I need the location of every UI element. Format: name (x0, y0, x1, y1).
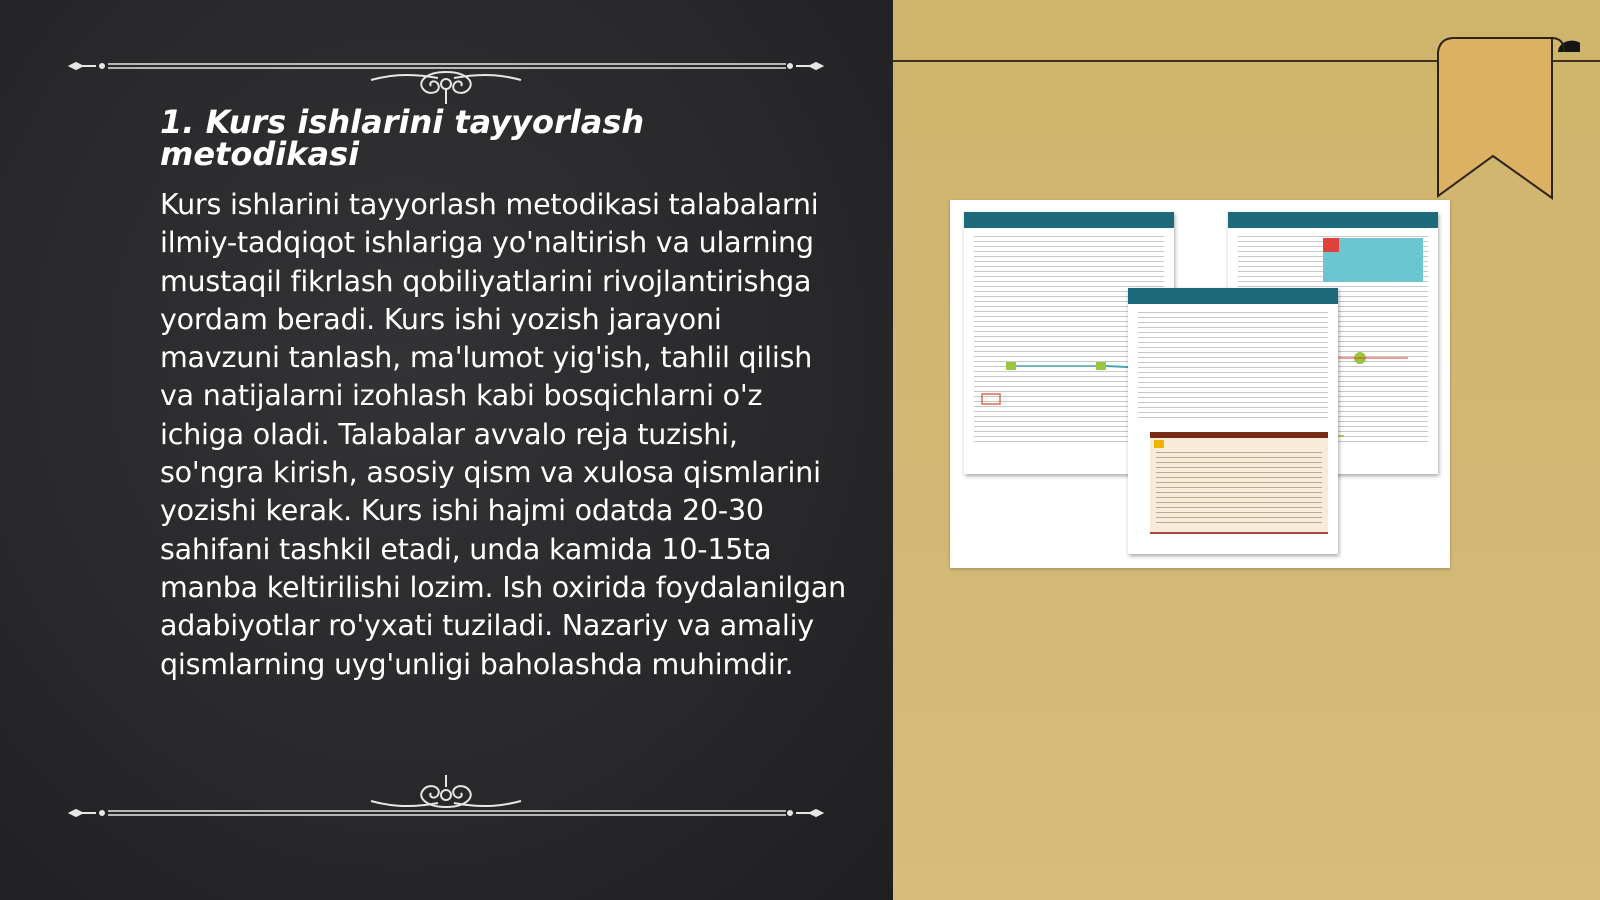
info-table-icon (1323, 238, 1423, 282)
callout-icon (1154, 440, 1164, 448)
page-text-lines (1138, 312, 1328, 422)
callout-text-lines (1156, 452, 1322, 524)
top-scroll-divider-icon (66, 58, 826, 108)
page-header-bar (1228, 212, 1438, 228)
booklet-page-middle (1128, 288, 1338, 554)
bottom-scroll-divider-icon (66, 775, 826, 825)
bookmark-ribbon-icon (1430, 30, 1580, 200)
page-header-bar (1128, 288, 1338, 304)
booklet-preview-image (950, 200, 1450, 568)
slide-title: 1. Kurs ishlarini tayyorlash metodikasi (160, 103, 645, 173)
callout-box (1150, 432, 1328, 534)
page-header-bar (964, 212, 1174, 228)
slide-body-text: Kurs ishlarini tayyorlash metodikasi talabalarni ilmiy-tadqiqot ishlariga yo'naltirish va ularning mustaqil fikrlash qobiliyatlarini rivojlantirishga yordam beradi. Kurs ishi yozish jarayoni mavzuni tanlash, ma'lumot yig'ish, tahlil qilish va natijalarni izohlash kabi bosqichlarni o'z ichiga oladi. Talabalar avvalo reja tuzishi, so'ngra kirish, asosiy qism va xulosa qismlarini yozishi kerak. Kurs ishi hajmi odatda 20-30 sahifani tashkil etadi, unda kamida 10-15ta manba keltirilishi lozim. Ish oxirida foydalanilgan adabiyotlar ro'yxati tuziladi. Nazariy va amaliy qismlarning uyg'unligi baholashda muhimdir. (160, 188, 846, 681)
